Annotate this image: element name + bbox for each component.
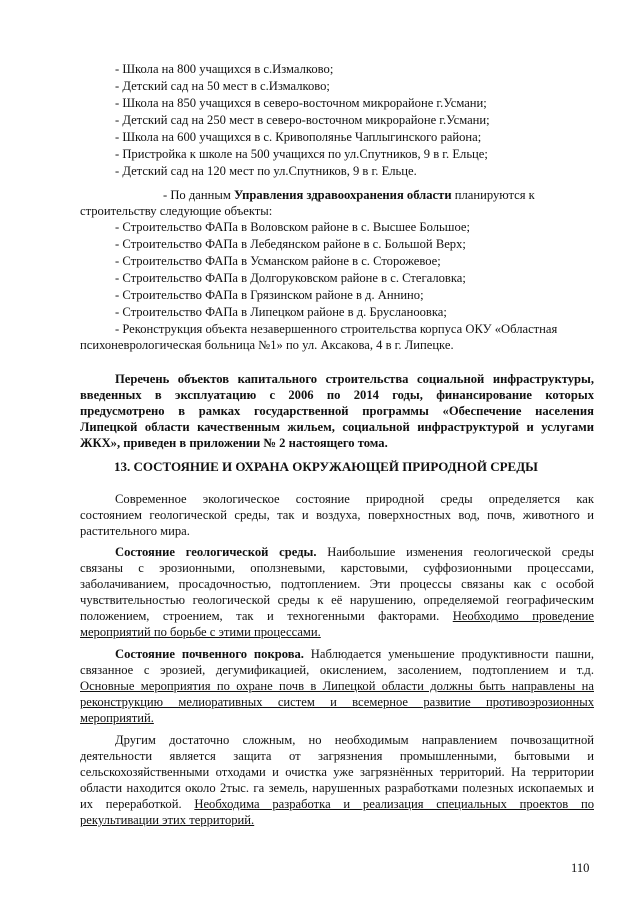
list-item: - Строительство ФАПа в Липецком районе в д. Брусланоовка; [115,305,447,319]
paragraph-line: рекультивации этих территорий. [80,813,255,827]
list-item: - Строительство ФАПа в Усманском районе в с. Сторожевое; [115,254,441,268]
paragraph-line: деятельности является защита от загрязнения промышленными, бытовыми и [80,749,594,763]
paragraph-line: растительного мира. [80,524,190,538]
paragraph-line: мероприятий по борьбе с этими процессами. [80,625,321,639]
list-item: - Строительство ФАПа в Долгоруковском районе в с. Стегаловка; [115,271,466,285]
list-item: - Школа на 600 учащихся в с. Кривополянье Чаплыгинского района; [115,130,482,144]
paragraph-line: области находится около 2тыс. га земель, нарушенных разработками полезных ископаемых и [80,781,594,795]
list-item: - Пристройка к школе на 500 учащихся по ул.Спутников, 9 в г. Ельце; [115,147,488,161]
health-intro-line2: строительству следующие объекты: [80,204,273,218]
list-item: - Реконструкция объекта незавершенного строительства корпуса ОКУ «Областная [115,322,558,336]
paragraph-line: положением, строением, так и техногенными факторами. Необходимо проведение [80,609,594,623]
list-item: - Детский сад на 250 мест в северо-восточном микрорайоне г.Усмани; [115,113,490,127]
paragraph-line: сельскохозяйственными отходами и очистка уже загрязнённых территорий. На территории [80,765,594,779]
list-item: - Детский сад на 50 мест в с.Измалково; [115,79,330,93]
paragraph-line: мероприятий. [80,711,154,725]
list-item: - Школа на 850 учащихся в северо-восточном микрорайоне г.Усмани; [115,96,487,110]
paragraph-line: Основные мероприятия по охране почв в Липецкой области должны быть направлены на [80,679,594,693]
list-item: - Школа на 800 учащихся в с.Измалково; [115,62,334,76]
list-item-continuation: психоневрологическая больница №1» по ул. Аксакова, 4 в г. Липецке. [80,338,454,352]
list-item: - Строительство ФАПа в Воловском районе в с. Высшее Большое; [115,220,470,234]
paragraph-line: их переработкой. Необходима разработка и реализация специальных проектов по [80,797,594,811]
paragraph-line: реконструкцию мелиоративных систем и всемерное развитие противоэрозионных [80,695,594,709]
paragraph-line: Состояние почвенного покрова. Наблюдается уменьшение продуктивности пашни, [115,647,594,661]
section-heading: 13. СОСТОЯНИЕ И ОХРАНА ОКРУЖАЮЩЕЙ ПРИРОДНОЙ СРЕДЫ [114,459,538,474]
paragraph-line: связанное с эрозией, дегумификацией, окислением, засолением, подтоплением и т.д. [80,663,594,677]
paragraph-line: Другим достаточно сложным, но необходимым направлением почвозащитной [115,733,594,747]
paragraph-line: Состояние геологической среды. Наибольшие изменения геологической среды [115,545,594,559]
bold-paragraph-line: Перечень объектов капитального строительства социальной инфраструктуры, [115,372,594,386]
page-number: 110 [571,861,590,875]
list-item: - Строительство ФАПа в Грязинском районе в д. Аннино; [115,288,424,302]
bold-paragraph-line: введенных в эксплуатацию с 2006 по 2014 годы, финансирование которых [80,388,594,402]
paragraph-line: чувствительностью геологической среды к её нарушению, определяемой географическим [80,593,594,607]
paragraph-line: состоянием геологической среды, так и воздуха, поверхностных вод, почв, животного и [80,508,594,522]
paragraph-line: Современное экологическое состояние природной среды определяется как [115,492,594,506]
paragraph-line: связаны с эрозионными, оползневыми, карстовыми, суффозионными процессами, [80,561,594,575]
bold-paragraph-line: Липецкой области качественным жильем, социальной инфраструктурой и услугами [80,420,594,434]
bold-paragraph-line: ЖКХ», приведен в приложении № 2 настоящего тома. [80,436,388,450]
bold-paragraph-line: предусмотрено в рамках государственной программы «Обеспечение населения [80,404,594,418]
list-item: - Детский сад на 120 мест по ул.Спутников, 9 в г. Ельце. [115,164,417,178]
geological-lead: Состояние геологической среды. [115,545,317,559]
health-intro: - По данным Управления здравоохранения области планируются к [163,188,535,202]
list-item: - Строительство ФАПа в Лебедянском районе в с. Большой Верх; [115,237,466,251]
paragraph-line: заболачиванием, просадочностью, подтоплением. Эти процессы связаны как с особой [80,577,594,591]
soil-lead: Состояние почвенного покрова. [115,647,304,661]
